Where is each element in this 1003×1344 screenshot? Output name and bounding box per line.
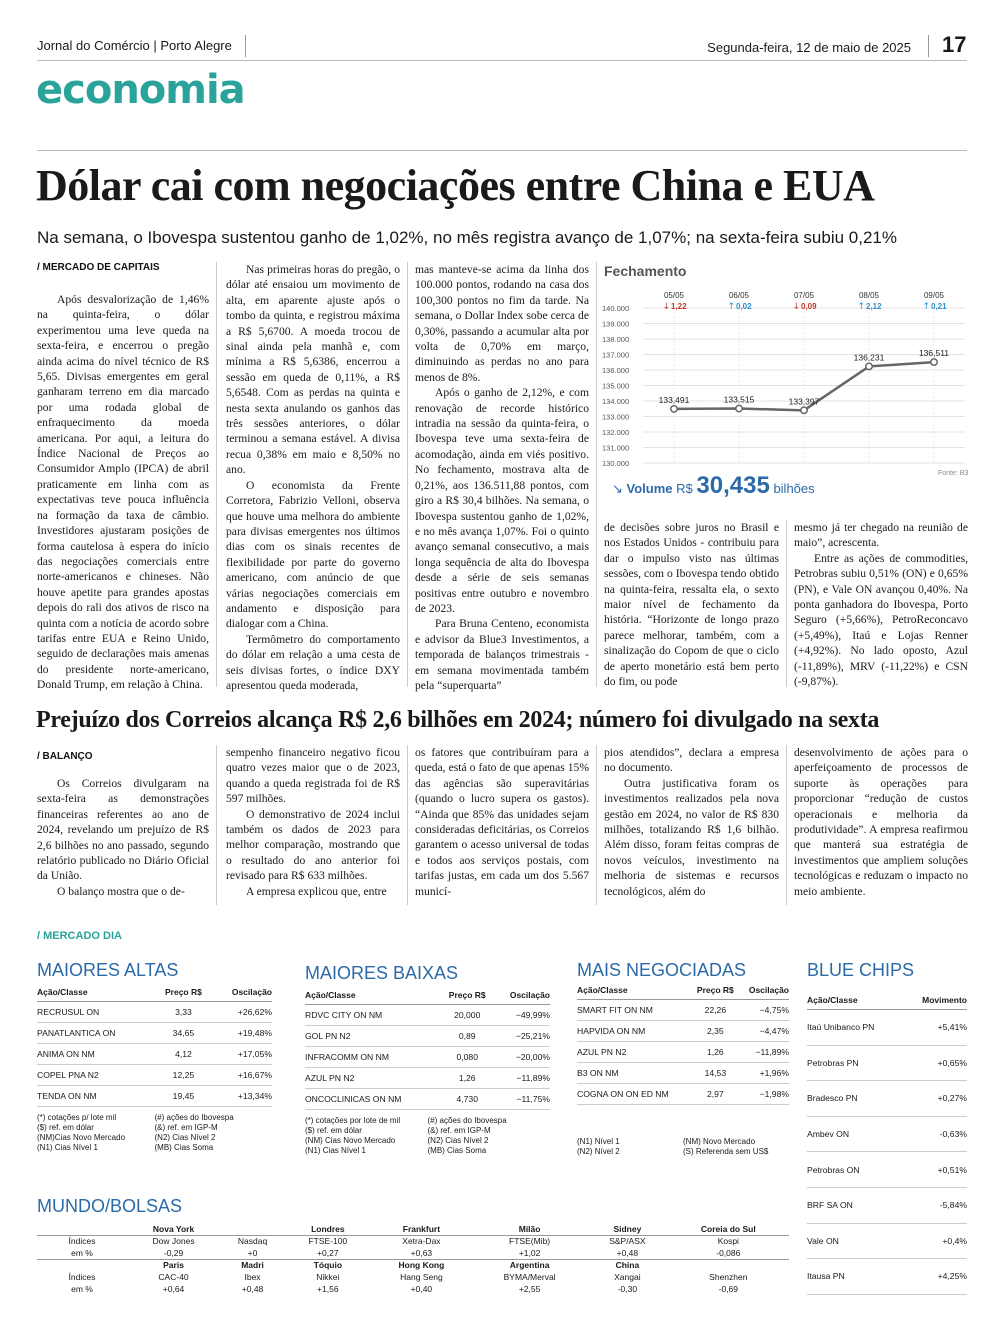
second-column-3 bbox=[415, 745, 589, 899]
world-indices-table bbox=[37, 1223, 789, 1295]
index-name: Kospi bbox=[717, 1236, 739, 1247]
stock-name: Vale ON bbox=[807, 1223, 903, 1259]
daily-change: 1,22 bbox=[671, 302, 687, 311]
note: (NM)Cias Novo Mercado bbox=[37, 1133, 126, 1142]
negociadas-notes bbox=[577, 1137, 789, 1157]
indices-label: Índices bbox=[68, 1236, 96, 1247]
table-row bbox=[305, 1047, 550, 1068]
index-name: FTSE(Mib) bbox=[509, 1236, 551, 1247]
x-tick-label: 09/05 bbox=[923, 291, 945, 300]
price: 4,730 bbox=[441, 1089, 493, 1110]
stock-name: B3 ON NM bbox=[577, 1063, 692, 1084]
stock-name: HAPVIDA ON NM bbox=[577, 1021, 692, 1042]
negociadas-title: MAIS NEGOCIADAS bbox=[577, 960, 747, 980]
table-row bbox=[577, 1042, 789, 1063]
market-kicker: / MERCADO DIA bbox=[37, 930, 122, 942]
daily-change: 0,02 bbox=[736, 302, 752, 311]
table-row bbox=[807, 1081, 967, 1117]
stock-name: GOL PN N2 bbox=[305, 1026, 441, 1047]
column-rule bbox=[216, 745, 217, 905]
note: (N2) Nível 2 bbox=[577, 1147, 620, 1156]
data-label: 133,397 bbox=[788, 396, 820, 407]
note: ($) ref. em dólar bbox=[305, 1126, 362, 1135]
index-change: +0,27 bbox=[285, 1247, 371, 1259]
article-column-1 bbox=[37, 292, 209, 693]
price: 20,000 bbox=[441, 1005, 493, 1026]
market-name: Argentina bbox=[509, 1260, 550, 1271]
movement: +4,25% bbox=[903, 1259, 967, 1295]
mundo-title: MUNDO/BOLSAS bbox=[37, 1196, 183, 1216]
price: 3,33 bbox=[156, 1002, 212, 1023]
second-column-1 bbox=[37, 776, 209, 899]
y-tick-label: 136.000 bbox=[602, 366, 630, 375]
table-row bbox=[807, 1223, 967, 1259]
index-name: Dow Jones bbox=[152, 1236, 195, 1247]
movement: +0,65% bbox=[903, 1045, 967, 1081]
arrow-down-icon: ↓ bbox=[792, 302, 800, 312]
stock-name: RECRUSUL ON bbox=[37, 1002, 156, 1023]
stock-name: Bradesco PN bbox=[807, 1081, 903, 1117]
daily-change: 0,09 bbox=[801, 302, 817, 311]
note: (MB) Cias Soma bbox=[154, 1143, 214, 1152]
note: (N1) Nível 1 bbox=[577, 1137, 620, 1146]
indices-label: Índices bbox=[68, 1272, 96, 1282]
change: −1,98% bbox=[739, 1084, 789, 1105]
price: 4,12 bbox=[156, 1044, 212, 1065]
paragraph: mas manteve-se acima da linha dos 100.000 pontos, rodando na casa dos 100,300 pontos no fim da tarde. Na semana, o Dollar Index sobe cerca de 0,30%, passando a acumular alta por volta de 0,70% em março, diminuindo as perdas no ano para menos de 8%. bbox=[415, 263, 589, 384]
data-point bbox=[671, 406, 677, 412]
paragraph: os fatores que contribuíram para a queda, está o fato de que apenas 15% das agências são superavitárias (quando o lucro supera os gastos). “Ainda que 85% das unidades sejam consideradas deficitárias, os Correios garantem o acesso universal de todas e todos aos serviços postais, com tarifas justas, em cada um dos 5.567 municí- bbox=[415, 746, 589, 898]
stock-name: PANATLANTICA ON bbox=[37, 1023, 156, 1044]
market-name: Frankfurt bbox=[371, 1223, 472, 1235]
change: +19,48% bbox=[211, 1023, 272, 1044]
index-name: Shenzhen bbox=[709, 1272, 748, 1282]
table-row bbox=[37, 1086, 272, 1107]
index-name: CAC-40 bbox=[158, 1272, 189, 1282]
index-name: Nasdaq bbox=[237, 1236, 268, 1247]
col-header: Movimento bbox=[903, 993, 967, 1010]
index-change: +0,40 bbox=[410, 1284, 433, 1294]
market-name: China bbox=[615, 1260, 640, 1271]
table-row bbox=[807, 1116, 967, 1152]
table-row bbox=[577, 1084, 789, 1105]
baixas-table bbox=[305, 988, 550, 1110]
header-rule bbox=[37, 60, 967, 61]
stock-name: ONCOCLINICAS ON NM bbox=[305, 1089, 441, 1110]
main-headline: Dólar cai com negociações entre China e EUA bbox=[36, 161, 875, 210]
volume-label: Volume bbox=[626, 481, 673, 496]
market-name: Milão bbox=[472, 1223, 587, 1235]
paragraph: Após o ganho de 2,12%, e com renovação de recorde histórico intradia na sessão da quinta-feira, o Ibovespa teve uma sexta-feira de acomodação, ainda em viés positivo. No fechamento, mostrava alta de 0,21%, aos 136.511,88 pontos, com giro a R$ 30,4 bilhões. Na semana, o Ibovespa sustentou ganho de 1,02%, e no mês avança 1,07%. Foi o quinto avanço semanal consecutivo, a mais longa sequência de alta do Ibovespa desde a série de seis semanas positivas entre outubro e novembro de 2023. bbox=[415, 386, 589, 615]
col-header: Oscilação bbox=[493, 988, 550, 1005]
market-name bbox=[668, 1259, 789, 1271]
col-header: Oscilação bbox=[211, 985, 272, 1002]
article-column-5 bbox=[794, 520, 968, 689]
index-name: FTSE-100 bbox=[308, 1236, 348, 1247]
index-change: +0,48 bbox=[587, 1247, 668, 1259]
stock-name: Ambev ON bbox=[807, 1116, 903, 1152]
table-row bbox=[37, 1023, 272, 1044]
article-column-3 bbox=[415, 262, 589, 693]
data-point bbox=[931, 359, 937, 365]
change: −20,00% bbox=[493, 1047, 550, 1068]
paragraph: Para Bruna Centeno, economista e advisor da Blue3 Investimentos, a temporada de balanços trimestrais - em semana movimentada também pela “superquarta” bbox=[415, 617, 589, 692]
change: −11,89% bbox=[493, 1068, 550, 1089]
index-change: +0,64 bbox=[162, 1284, 185, 1294]
market-name: Londres bbox=[285, 1223, 371, 1235]
paragraph: Os Correios divulgaram na sexta-feira as demonstrações financeiras referentes ao ano de 2024, revelando um prejuízo de R$ 2,6 bilhões no ano passado, segundo relatório publicado no Diário Oficial da União. bbox=[37, 777, 209, 883]
note: (&) ref. em IGP-M bbox=[154, 1123, 218, 1132]
column-rule bbox=[786, 745, 787, 905]
index-change: +1,56 bbox=[317, 1284, 339, 1294]
y-tick-label: 140.000 bbox=[602, 304, 630, 313]
price: 34,65 bbox=[156, 1023, 212, 1044]
note: (N2) Cias Nível 2 bbox=[154, 1133, 216, 1142]
table-row bbox=[807, 1152, 967, 1188]
change: −49,99% bbox=[493, 1005, 550, 1026]
article-column-2 bbox=[226, 262, 400, 693]
market-name bbox=[220, 1223, 285, 1235]
price: 19,45 bbox=[156, 1086, 212, 1107]
price: 2,35 bbox=[692, 1021, 738, 1042]
column-rule bbox=[407, 745, 408, 905]
change: +26,62% bbox=[211, 1002, 272, 1023]
price: 12,25 bbox=[156, 1065, 212, 1086]
column-rule bbox=[407, 262, 408, 687]
market-name: Paris bbox=[163, 1260, 184, 1271]
note: (#) ações do Ibovespa bbox=[154, 1113, 234, 1122]
altas-notes bbox=[37, 1113, 272, 1153]
chart-title: Fechamento bbox=[604, 263, 687, 279]
table-row bbox=[577, 1000, 789, 1021]
paragraph: mesmo já ter chegado na reunião de maio”, acrescenta. bbox=[794, 521, 968, 550]
paragraph: O economista da Frente Corretora, Fabrizio Velloni, observa que houve uma melhora do ambiente para divisas emergentes nos últimos dias com os sinais recentes de flexibilidade por parte do governo americano, com anúncio de que várias negociações comerciais em andamento e disposição para dialogar com a China. bbox=[226, 478, 400, 631]
second-column-4 bbox=[604, 745, 779, 899]
negociadas-table bbox=[577, 983, 789, 1105]
movement: +0,27% bbox=[903, 1081, 967, 1117]
price: 0,89 bbox=[441, 1026, 493, 1047]
stock-name: BRF SA ON bbox=[807, 1187, 903, 1223]
note: (#) ações do Ibovespa bbox=[427, 1116, 507, 1125]
change: −11,75% bbox=[493, 1089, 550, 1110]
column-rule bbox=[786, 520, 787, 687]
change: +17,05% bbox=[211, 1044, 272, 1065]
index-name: Xangai bbox=[614, 1272, 641, 1282]
index-change: +0,48 bbox=[241, 1284, 264, 1294]
col-header: Ação/Classe bbox=[305, 988, 441, 1005]
index-name: Ibex bbox=[244, 1272, 261, 1282]
market-name: Sidney bbox=[587, 1223, 668, 1235]
edition-date: Segunda-feira, 12 de maio de 2025 bbox=[707, 40, 911, 55]
index-name: Nikkei bbox=[316, 1272, 340, 1282]
col-header: Preço R$ bbox=[156, 985, 212, 1002]
index-name: BYMA/Merval bbox=[503, 1272, 556, 1282]
index-change: -0,086 bbox=[668, 1247, 789, 1259]
table-row bbox=[37, 1044, 272, 1065]
altas-table bbox=[37, 985, 272, 1107]
table-row bbox=[305, 1089, 550, 1110]
baixas-title: MAIORES BAIXAS bbox=[305, 963, 459, 983]
y-tick-label: 137.000 bbox=[602, 350, 630, 360]
table-row bbox=[807, 1010, 967, 1046]
y-tick-label: 139.000 bbox=[602, 319, 630, 329]
change: −25,21% bbox=[493, 1026, 550, 1047]
note: (S) Referenda sem US$ bbox=[683, 1147, 769, 1156]
arrow-down-icon: ↓ bbox=[662, 302, 670, 312]
data-point bbox=[801, 407, 807, 413]
data-point bbox=[736, 405, 742, 411]
note: ($) ref. em dólar bbox=[37, 1123, 94, 1132]
stock-name: AZUL PN N2 bbox=[577, 1042, 692, 1063]
volume-currency: R$ bbox=[676, 481, 693, 496]
change: +1,96% bbox=[739, 1063, 789, 1084]
stock-name: INFRACOMM ON NM bbox=[305, 1047, 441, 1068]
table-row bbox=[577, 1063, 789, 1084]
x-tick-label: 07/05 bbox=[793, 291, 815, 300]
table-row bbox=[305, 1068, 550, 1089]
stock-name: COGNA ON ON ED NM bbox=[577, 1084, 692, 1105]
movement: +0,4% bbox=[903, 1223, 967, 1259]
paragraph: A empresa explicou que, entre bbox=[246, 884, 387, 898]
index-change: +0,63 bbox=[371, 1247, 472, 1259]
paragraph: Outra justificativa foram os investimentos realizados pela nova gestão em 2024, no valor de R$ 830 milhões, totalizando R$ 1,6 bilhão. Além disso, foram feitas compras de novos veículos, investimento na melhoria de sistemas e recursos tecnológicos, além do bbox=[604, 776, 779, 898]
y-tick-label: 131.000 bbox=[602, 443, 630, 453]
ibovespa-line-chart bbox=[600, 285, 970, 475]
note: (N1) Cias Nível 1 bbox=[305, 1146, 366, 1155]
chart-source: Fonte: B3 bbox=[938, 470, 969, 477]
header-divider bbox=[928, 35, 929, 57]
column-rule bbox=[216, 262, 217, 687]
arrow-up-icon: ↑ bbox=[727, 302, 735, 312]
article-kicker: / MERCADO DE CAPITAIS bbox=[37, 262, 160, 273]
price: 14,53 bbox=[692, 1063, 738, 1084]
data-label: 133,515 bbox=[723, 394, 755, 405]
index-change: -0,29 bbox=[127, 1247, 220, 1259]
column-rule bbox=[596, 745, 597, 905]
table-row bbox=[305, 1026, 550, 1047]
table-row bbox=[37, 1065, 272, 1086]
arrow-up-icon: ↑ bbox=[922, 302, 930, 312]
header-divider bbox=[245, 35, 246, 57]
stock-name: Itausa PN bbox=[807, 1259, 903, 1295]
volume-value: 30,435 bbox=[696, 472, 770, 499]
baixas-notes bbox=[305, 1116, 550, 1156]
note: (&) ref. em IGP-M bbox=[427, 1126, 491, 1135]
note: (NM) Cias Novo Mercado bbox=[305, 1136, 396, 1145]
note: (N1) Cias Nível 1 bbox=[37, 1143, 98, 1152]
y-tick-label: 132.000 bbox=[602, 428, 630, 437]
percent-label: em % bbox=[37, 1247, 127, 1259]
stock-name: Itaú Unibanco PN bbox=[807, 1010, 903, 1046]
x-tick-label: 05/05 bbox=[663, 291, 685, 300]
altas-title: MAIORES ALTAS bbox=[37, 960, 179, 980]
arrow-up-icon: ↑ bbox=[857, 302, 865, 312]
index-name: Xetra-Dax bbox=[402, 1236, 441, 1247]
daily-change: 0,21 bbox=[931, 302, 947, 311]
stock-name: ANIMA ON NM bbox=[37, 1044, 156, 1065]
change: −4,47% bbox=[739, 1021, 789, 1042]
y-tick-label: 138.000 bbox=[602, 335, 630, 344]
volume-arrow-icon: ↘ bbox=[612, 481, 623, 496]
volume-unit: bilhões bbox=[773, 481, 815, 496]
change: +13,34% bbox=[211, 1086, 272, 1107]
price: 0,080 bbox=[441, 1047, 493, 1068]
column-rule bbox=[596, 262, 597, 687]
note: (N2) Cias Nível 2 bbox=[427, 1136, 489, 1145]
change: −11,89% bbox=[739, 1042, 789, 1063]
note: (MB) Cias Soma bbox=[427, 1146, 487, 1155]
table-row bbox=[807, 1187, 967, 1223]
section-rule bbox=[37, 150, 967, 151]
stock-name: Petrobras ON bbox=[807, 1152, 903, 1188]
movement: +0,51% bbox=[903, 1152, 967, 1188]
paragraph: Nas primeiras horas do pregão, o dólar até ensaiou um movimento de alta, em aparente ajuste após o tombo da quinta, e registrou máxima a R$ 5,6700. A moeda trocou de sinal ainda pela manhã e, com mínima a R$ 5,6386, encerrou a sessão em queda de 0,11%, a R$ 5,6548. Com as perdas na quinta e nesta sexta anulando os ganhos das três sessões anteriores, o dólar terminou a semana estável. A divisa recua 0,38% em maio e 8,50% no ano. bbox=[226, 263, 400, 477]
paragraph: Termômetro do comportamento do dólar em relação a uma cesta de seis divisas fortes, o índice DXY apresentou queda moderada, bbox=[226, 632, 400, 692]
data-label: 136,511 bbox=[918, 348, 950, 359]
table-row bbox=[305, 1005, 550, 1026]
paragraph: sempenho financeiro negativo ficou quatro vezes maior que o de 2023, quando a queda registrada foi de R$ 597 milhões. bbox=[226, 746, 400, 806]
second-column-5 bbox=[794, 745, 968, 899]
percent-label: em % bbox=[71, 1284, 93, 1294]
paragraph: O demonstrativo de 2024 inclui também os dados de 2023 para melhor comparação, mostrando que o resultado do ano anterior foi revisado para R$ 633 milhões. bbox=[226, 807, 400, 883]
market-name: Tóquio bbox=[313, 1260, 343, 1271]
section-title: economia bbox=[36, 67, 245, 113]
blue-chips-title: BLUE CHIPS bbox=[807, 960, 915, 980]
table-row bbox=[807, 1045, 967, 1081]
note: (*) cotações por lote de mil bbox=[305, 1116, 401, 1125]
col-header: Oscilação bbox=[739, 983, 789, 1000]
index-change: +0 bbox=[220, 1247, 285, 1259]
paragraph: Após desvalorização de 1,46% na quinta-feira, o dólar experimentou uma leve queda na sexta-feira, e encerrou o pregão ainda acima do nível técnico de R$ 5,65. Divisas emergentes em geral ganharam terreno em dia marcado por uma rodada global de enfraquecimento da moeda americana. Por aqui, a leitura do Índice Nacional de Preços ao Consumidor Amplo (IPCA) de abril praticamente em linha com as expectativas teve pouca influência na formação da taxa de câmbio. Investidores ajustaram posições de forma cautelosa à espera do início das negociações comerciais entre norte-americanos e chineses. Não houve apetite para grandes apostas depois do rali dos ativos de risco na quinta com a notícia de acordo sobre tarifas entre EUA e Reino Unido, seguido de declarações mais amenas do presidente norte-americano, Donald Trump, em relação à China. bbox=[37, 293, 209, 692]
volume-readout bbox=[612, 472, 815, 500]
price: 1,26 bbox=[441, 1068, 493, 1089]
change: −4,75% bbox=[739, 1000, 789, 1021]
paragraph: Entre as ações de commodities, Petrobras subiu 0,51% (ON) e 0,65% (PN), e Vale ON avançou 0,40%. Na ponta ganhadora do Ibovespa, Porto Seguro (+5,66%), PetroReconcavo (+5,49%), Itaú e Lojas Renner (+4,92%). No lado oposto, Azul (-11,89%), MRV (-11,22%) e CSN (-9,87%). bbox=[794, 551, 968, 689]
stock-name: SMART FIT ON NM bbox=[577, 1000, 692, 1021]
paragraph: O balanço mostra que o de- bbox=[57, 884, 185, 898]
data-label: 133,491 bbox=[658, 394, 690, 405]
main-subhead: Na semana, o Ibovespa sustentou ganho de 1,02%, no mês registra avanço de 1,07%; na sexta-feira subiu 0,21% bbox=[37, 228, 897, 247]
daily-change: 2,12 bbox=[866, 302, 882, 311]
index-change: -0,30 bbox=[617, 1284, 638, 1294]
y-tick-label: 135.000 bbox=[602, 381, 630, 391]
market-name: Madri bbox=[241, 1260, 264, 1271]
index-name: S&P/ASX bbox=[609, 1236, 646, 1247]
col-header: Ação/Classe bbox=[37, 985, 156, 1002]
blue-chips-table bbox=[807, 993, 967, 1295]
col-header: Preço R$ bbox=[441, 988, 493, 1005]
stock-name: RDVC CITY ON NM bbox=[305, 1005, 441, 1026]
change: +16,67% bbox=[211, 1065, 272, 1086]
paragraph: de decisões sobre juros no Brasil e nos Estados Unidos - contribuiu para dar o impulso visto nas últimas sessões, com o Ibovespa tendo obtido na quinta-feira, ressalta ela, o sexto maior nível de fechamento da história. “Horizonte de longo prazo parece melhorar, também, com a sinalização do Copom de que o ciclo de aperto monetário está bem perto do fim, ou pode bbox=[604, 521, 779, 689]
market-name: Hong Kong bbox=[398, 1260, 445, 1271]
table-row bbox=[37, 1002, 272, 1023]
index-name: Hang Seng bbox=[400, 1272, 443, 1282]
stock-name: COPEL PNA N2 bbox=[37, 1065, 156, 1086]
paragraph: desenvolvimento de ações para o aperfeiçoamento de processos de suporte às operações para proporcionar “redução de custos operacionais e melhoria da produtividade”. A empresa reafirmou que manterá sua estratégia de investimentos que ampliem soluções tecnológicas e reduzam o impacto no meio ambiente. bbox=[794, 746, 968, 898]
page-number: 17 bbox=[942, 32, 967, 57]
stock-name: TENDA ON NM bbox=[37, 1086, 156, 1107]
col-header: Ação/Classe bbox=[577, 983, 692, 1000]
table-row bbox=[807, 1259, 967, 1295]
market-name: Nova York bbox=[127, 1223, 220, 1235]
x-tick-label: 06/05 bbox=[728, 291, 750, 300]
stock-name: Petrobras PN bbox=[807, 1045, 903, 1081]
second-headline: Prejuízo dos Correios alcança R$ 2,6 bilhões em 2024; número foi divulgado na sexta bbox=[36, 707, 880, 733]
index-change: +1,02 bbox=[472, 1247, 587, 1259]
movement: -0,63% bbox=[903, 1116, 967, 1152]
price: 2,97 bbox=[692, 1084, 738, 1105]
index-change: +2,55 bbox=[518, 1284, 541, 1294]
index-change: -0,69 bbox=[718, 1284, 739, 1294]
col-header: Preço R$ bbox=[692, 983, 738, 1000]
article-column-4 bbox=[604, 520, 779, 689]
table-row bbox=[577, 1021, 789, 1042]
second-column-2 bbox=[226, 745, 400, 899]
article-kicker: / BALANÇO bbox=[37, 751, 93, 762]
movement: +5,41% bbox=[903, 1010, 967, 1046]
note: (*) cotações p/ lote mil bbox=[37, 1113, 117, 1122]
movement: -5,84% bbox=[903, 1187, 967, 1223]
y-tick-label: 133.000 bbox=[602, 412, 630, 422]
paragraph: pios atendidos”, declara a empresa no documento. bbox=[604, 746, 779, 775]
price: 1,26 bbox=[692, 1042, 738, 1063]
publication-name: Jornal do Comércio | Porto Alegre bbox=[37, 38, 232, 53]
stock-name: AZUL PN N2 bbox=[305, 1068, 441, 1089]
y-tick-label: 134.000 bbox=[602, 397, 630, 406]
y-tick-label: 130.000 bbox=[602, 459, 630, 468]
data-point bbox=[866, 363, 872, 369]
data-label: 136,231 bbox=[853, 352, 885, 363]
col-header: Ação/Classe bbox=[807, 993, 903, 1010]
market-name: Coreia do Sul bbox=[668, 1223, 789, 1235]
note: (NM) Novo Mercado bbox=[683, 1137, 756, 1146]
price: 22,26 bbox=[692, 1000, 738, 1021]
x-tick-label: 08/05 bbox=[858, 291, 880, 300]
